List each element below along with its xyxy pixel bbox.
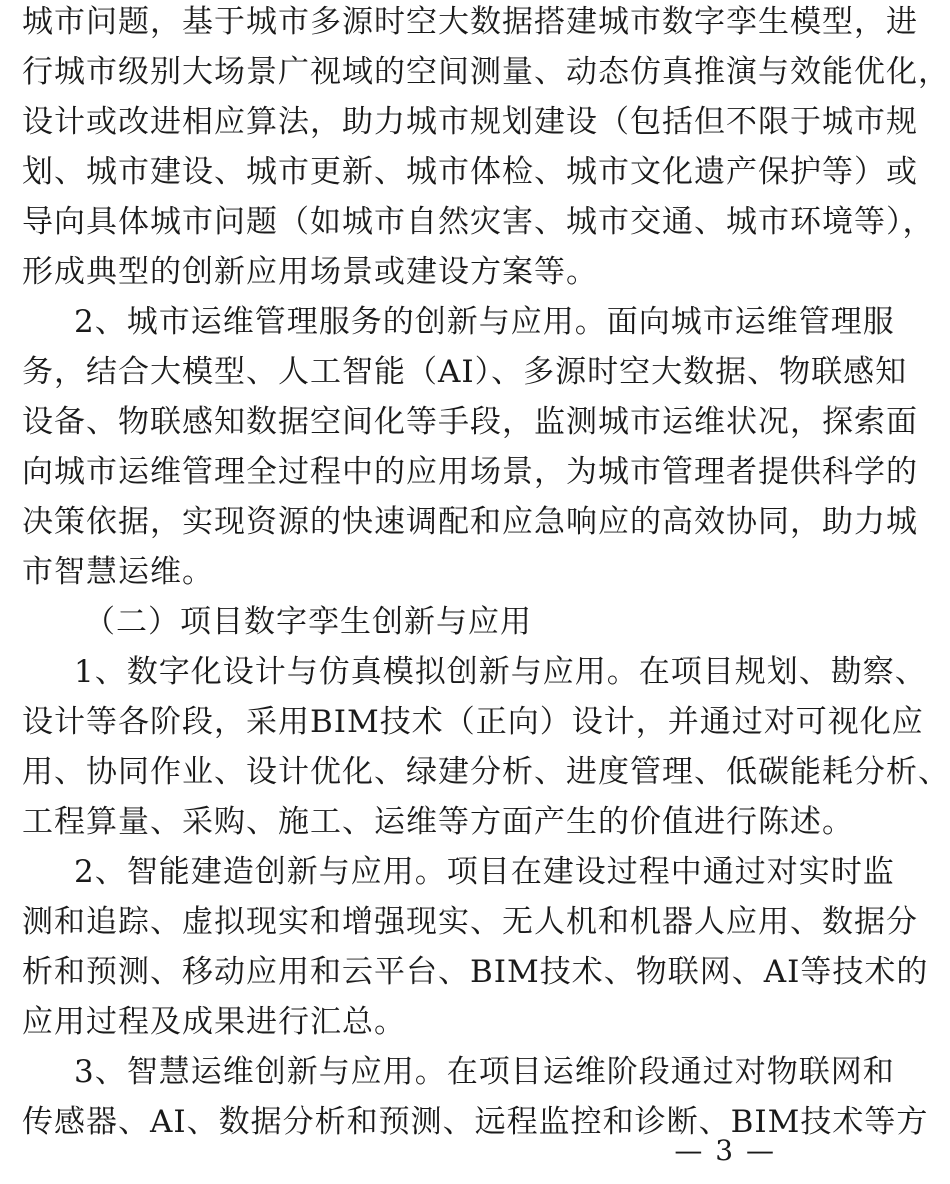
text-line: 工程算量、采购、施工、运维等方面产生的价值进行陈述。 (22, 804, 854, 840)
text-line: 传感器、AI、数据分析和预测、远程监控和诊断、BIM技术等方 (22, 1104, 929, 1140)
text-line: 向城市运维管理全过程中的应用场景，为城市管理者提供科学的 (22, 454, 918, 490)
paragraph-start-line: 1、数字化设计与仿真模拟创新与应用。在项目规划、勘察、 (74, 654, 927, 690)
text-line: 行城市级别大场景广视域的空间测量、动态仿真推演与效能优化， (22, 54, 950, 90)
page-number: — 3 — (674, 1134, 776, 1167)
text-line: 划、城市建设、城市更新、城市体检、城市文化遗产保护等）或 (22, 154, 918, 190)
text-line: 决策依据，实现资源的快速调配和应急响应的高效协同，助力城 (22, 504, 918, 540)
text-line: 形成典型的创新应用场景或建设方案等。 (22, 254, 598, 290)
text-line: 设备、物联感知数据空间化等手段，监测城市运维状况，探索面 (22, 404, 918, 440)
text-line: 城市问题，基于城市多源时空大数据搭建城市数字孪生模型，进 (22, 4, 918, 40)
text-line: 析和预测、移动应用和云平台、BIM技术、物联网、AI等技术的 (22, 954, 929, 990)
text-line: 导向具体城市问题（如城市自然灾害、城市交通、城市环境等）， (22, 204, 935, 240)
section-heading: （二）项目数字孪生创新与应用 (84, 604, 532, 640)
text-line: 测和追踪、虚拟现实和增强现实、无人机和机器人应用、数据分 (22, 904, 918, 940)
text-line: 务，结合大模型、人工智能（AI）、多源时空大数据、物联感知 (22, 354, 908, 390)
paragraph-start-line: 2、智能建造创新与应用。项目在建设过程中通过对实时监 (74, 854, 895, 890)
paragraph-start-line: 3、智慧运维创新与应用。在项目运维阶段通过对物联网和 (74, 1054, 895, 1090)
paragraph-start-line: 2、城市运维管理服务的创新与应用。面向城市运维管理服 (74, 304, 895, 340)
text-line: 用、协同作业、设计优化、绿建分析、进度管理、低碳能耗分析、 (22, 754, 950, 790)
text-line: 市智慧运维。 (22, 554, 214, 590)
text-line: 设计或改进相应算法，助力城市规划建设（包括但不限于城市规 (22, 104, 918, 140)
text-line: 设计等各阶段，采用BIM技术（正向）设计，并通过对可视化应 (22, 704, 924, 740)
text-line: 应用过程及成果进行汇总。 (22, 1004, 406, 1040)
